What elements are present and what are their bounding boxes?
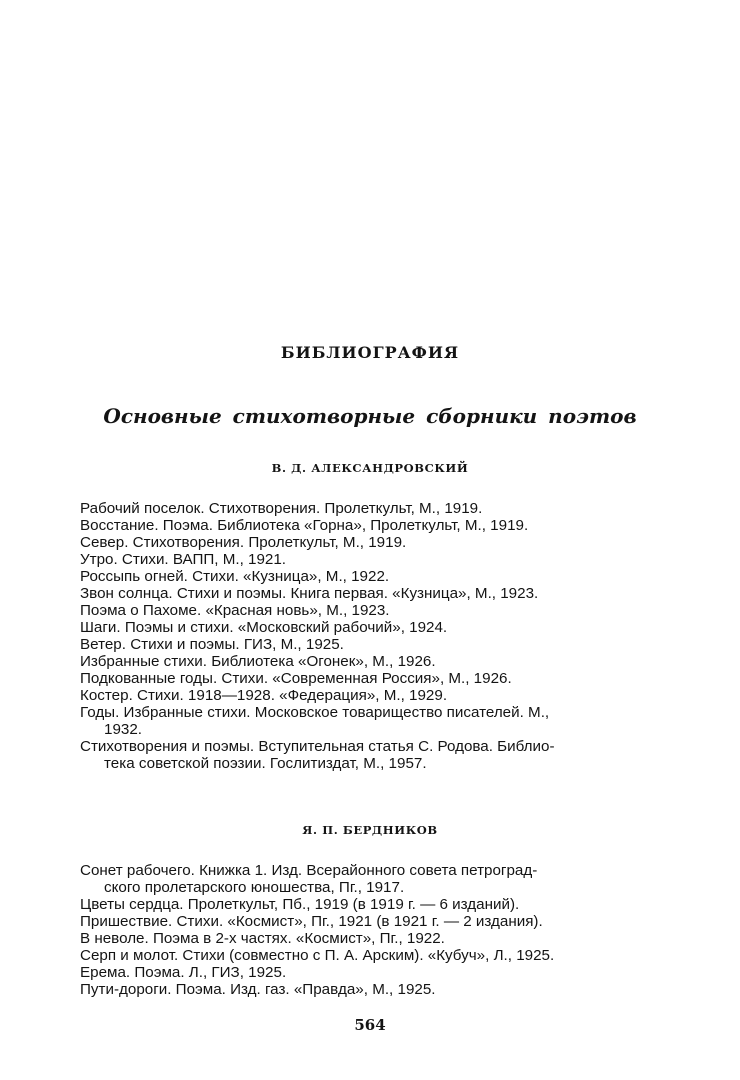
- page-number: 564: [354, 1016, 386, 1034]
- author-heading: Я. П. БЕРДНИКОВ: [302, 823, 438, 837]
- entry-text: Россыпь огней. Стихи. «Кузница», М., 1922.: [80, 568, 390, 585]
- entry-continuation: 1932.: [104, 721, 143, 738]
- entry-text: Север. Стихотворения. Пролеткульт, М., 1919.: [80, 534, 407, 551]
- bibliography-entry: [80, 896, 660, 913]
- entry-text: Избранные стихи. Библиотека «Огонек», М., 1926.: [80, 653, 436, 670]
- entry-text: Ерема. Поэма. Л., ГИЗ, 1925.: [80, 964, 287, 981]
- bibliography-entry: [80, 981, 660, 998]
- bibliography-entry: [80, 534, 660, 551]
- bibliography-entry: [80, 551, 660, 568]
- entry-text: Ветер. Стихи и поэмы. ГИЗ, М., 1925.: [80, 636, 344, 653]
- entry-text: Подкованные годы. Стихи. «Современная Россия», М., 1926.: [80, 670, 512, 687]
- entry-text: Восстание. Поэма. Библиотека «Горна», Пролеткульт, М., 1919.: [80, 517, 529, 534]
- entry-continuation: тека советской поэзии. Гослитиздат, М., 1957.: [104, 755, 427, 772]
- entry-text: Рабочий поселок. Стихотворения. Пролеткульт, М., 1919.: [80, 500, 483, 517]
- entry-text: Шаги. Поэмы и стихи. «Московский рабочий», 1924.: [80, 619, 448, 636]
- entry-text: Костер. Стихи. 1918—1928. «Федерация», М., 1929.: [80, 687, 448, 704]
- bibliography-entry: [80, 568, 660, 585]
- bibliography-entry: [80, 862, 660, 896]
- entry-text: Пути-дороги. Поэма. Изд. газ. «Правда», М., 1925.: [80, 981, 436, 998]
- bibliography-entry: [80, 653, 660, 670]
- entry-text: Звон солнца. Стихи и поэмы. Книга первая. «Кузница», М., 1923.: [80, 585, 539, 602]
- bibliography-entry: [80, 738, 660, 772]
- entry-continuation: ского пролетарского юношества, Пг., 1917.: [104, 879, 405, 896]
- bibliography-entry: [80, 636, 660, 653]
- entry-text: Серп и молот. Стихи (совместно с П. А. Арским). «Кубуч», Л., 1925.: [80, 947, 555, 964]
- bibliography-entry: [80, 930, 660, 947]
- entry-text: Сонет рабочего. Книжка 1. Изд. Всерайонного совета петроград-: [80, 862, 538, 879]
- bibliography-entry: [80, 964, 660, 981]
- bibliography-entry: [80, 670, 660, 687]
- page-subtitle: Основные стихотворные сборники поэтов: [103, 404, 637, 428]
- bibliography-entry: [80, 687, 660, 704]
- author-heading: В. Д. АЛЕКСАНДРОВСКИЙ: [271, 461, 469, 475]
- bibliography-entry: [80, 947, 660, 964]
- entry-text: Цветы сердца. Пролеткульт, Пб., 1919 (в 1919 г. — 6 изданий).: [80, 896, 520, 913]
- entry-text: Годы. Избранные стихи. Московское товарищество писателей. М.,: [80, 704, 550, 721]
- page-title: БИБЛИОГРАФИЯ: [280, 343, 460, 362]
- entry-text: Стихотворения и поэмы. Вступительная статья С. Родова. Библио-: [80, 738, 555, 755]
- bibliography-entry: [80, 500, 660, 517]
- bibliography-entry: [80, 585, 660, 602]
- entry-text: Поэма о Пахоме. «Красная новь», М., 1923.: [80, 602, 390, 619]
- bibliography-entry: [80, 517, 660, 534]
- entry-text: В неволе. Поэма в 2-х частях. «Космист», Пг., 1922.: [80, 930, 445, 947]
- bibliography-entry: [80, 913, 660, 930]
- entry-text: Пришествие. Стихи. «Космист», Пг., 1921 (в 1921 г. — 2 издания).: [80, 913, 543, 930]
- bibliography-entry: [80, 602, 660, 619]
- entry-text: Утро. Стихи. ВАПП, М., 1921.: [80, 551, 287, 568]
- bibliography-list: [80, 862, 660, 998]
- bibliography-entry: [80, 704, 660, 738]
- bibliography-list: [80, 500, 660, 772]
- bibliography-entry: [80, 619, 660, 636]
